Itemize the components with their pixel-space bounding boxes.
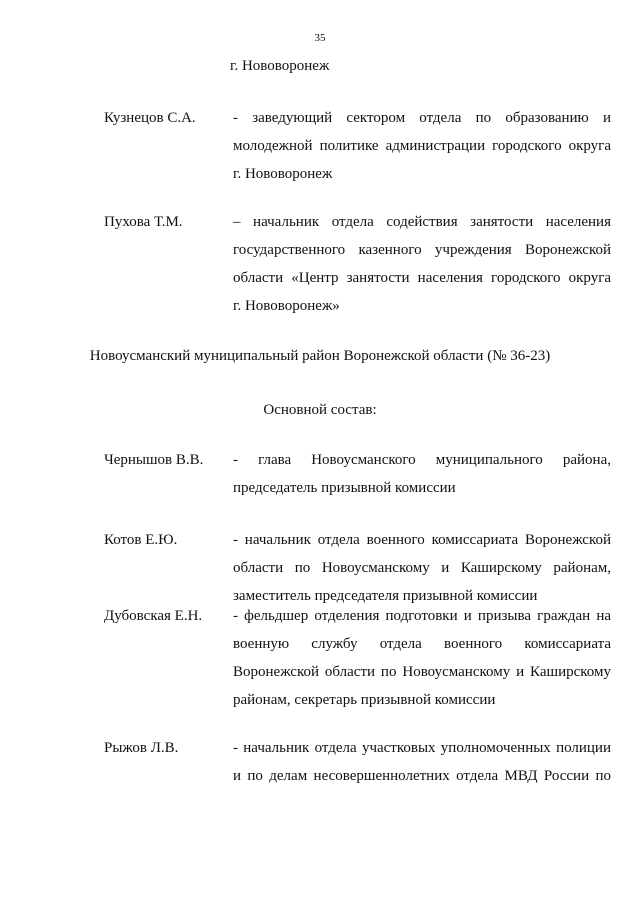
role-line: военную службу отдела военного комиссариата bbox=[233, 636, 611, 652]
role-line: - начальник отдела военного комиссариата Воронежской bbox=[233, 532, 611, 548]
role-line: районам, секретарь призывной комиссии bbox=[233, 692, 496, 708]
role-line: - глава Новоусманского муниципального района, bbox=[233, 452, 611, 468]
member-role bbox=[233, 602, 611, 714]
role-line: - начальник отдела участковых уполномоченных полиции bbox=[233, 740, 611, 756]
role-line: – начальник отдела содействия занятости населения bbox=[233, 214, 611, 230]
role-line: Воронежской области по Новоусманскому и Каширскому bbox=[233, 664, 611, 680]
member-role bbox=[233, 526, 611, 610]
member-role bbox=[233, 208, 611, 320]
member-name: Пухова Т.М. bbox=[104, 214, 183, 230]
role-line: г. Нововоронеж» bbox=[233, 298, 340, 314]
district-heading: Новоусманский муниципальный район Воронежской области (№ 36-23) bbox=[89, 348, 551, 364]
role-line: и по делам несовершеннолетних отдела МВД России по bbox=[233, 768, 611, 784]
role-line: государственного казенного учреждения Воронежской bbox=[233, 242, 611, 258]
member-name: Кузнецов С.А. bbox=[104, 110, 196, 126]
role-line: заместитель председателя призывной комиссии bbox=[233, 588, 538, 604]
page-number: 35 bbox=[314, 32, 326, 44]
role-line: - фельдшер отделения подготовки и призыва граждан на bbox=[233, 608, 611, 624]
role-line: области «Центр занятости населения городского округа bbox=[233, 270, 611, 286]
member-name: Дубовская Е.Н. bbox=[104, 608, 203, 624]
role-line: молодежной политике администрации городского округа bbox=[233, 138, 611, 154]
member-role bbox=[233, 104, 611, 188]
member-name: Котов Е.Ю. bbox=[104, 532, 178, 548]
role-line: г. Нововоронеж bbox=[233, 166, 333, 182]
member-role bbox=[233, 446, 611, 502]
member-role bbox=[233, 734, 611, 790]
member-name: Чернышов В.В. bbox=[104, 452, 204, 468]
role-line: области по Новоусманскому и Каширскому районам, bbox=[233, 560, 611, 576]
member-name: Рыжов Л.В. bbox=[104, 740, 179, 756]
role-line: председатель призывной комиссии bbox=[233, 480, 456, 496]
role-line: - заведующий сектором отдела по образованию и bbox=[233, 110, 611, 126]
continuation-line: г. Нововоронеж bbox=[230, 58, 330, 74]
section-heading: Основной состав: bbox=[263, 402, 377, 418]
